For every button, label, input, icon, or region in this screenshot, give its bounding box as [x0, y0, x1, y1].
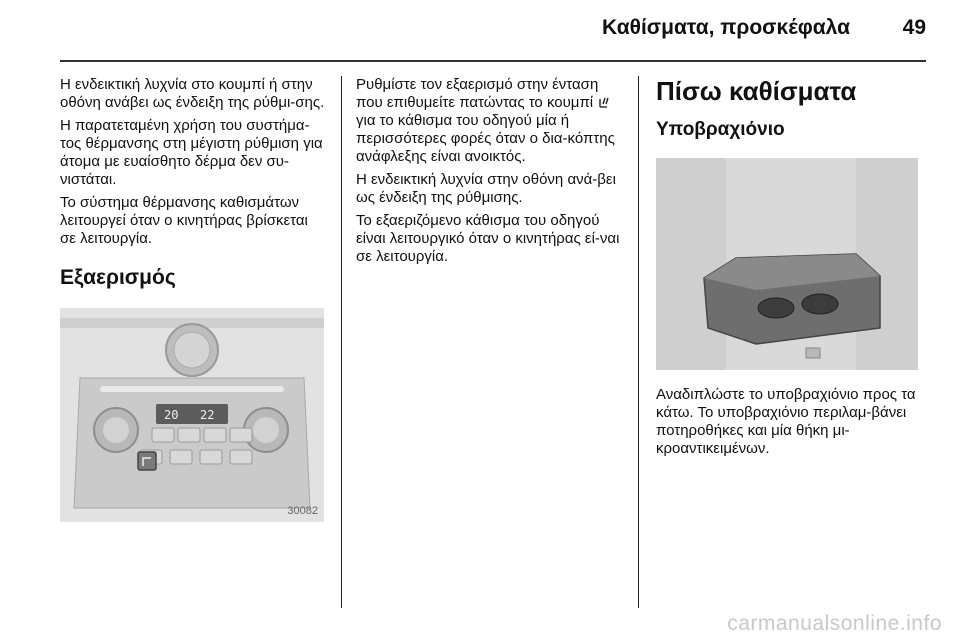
seat-ventilation-icon	[597, 95, 611, 109]
column-divider-left	[341, 76, 342, 608]
climate-control-figure	[60, 308, 324, 522]
section-heading-ventilation: Εξαερισμός	[60, 266, 176, 289]
page-number: 49	[902, 16, 926, 39]
paragraph-ventilation-instructions	[356, 76, 624, 166]
column-left	[60, 76, 326, 522]
header-title: Καθίσματα, προσκέφαλα	[602, 16, 850, 39]
column-divider-right	[638, 76, 639, 608]
paragraph-indicator: Η ενδεικτική λυχνία στο κουμπί ή στην οθόνη ανάβει ως ένδειξη της ρύθμι-σης.	[60, 76, 325, 111]
paragraph-operation: Το σύστημα θέρμανσης καθισμάτων λειτουργεί όταν ο κινητήρας βρίσκεται σε λειτουργία.	[60, 194, 308, 247]
figure-number: 30082	[287, 505, 318, 517]
paragraph-warning: Η παρατεταμένη χρήση του συστήμα-τος θέρμανσης στη μέγιστη ρύθμιση για άτομα με ευαίσθητο δέρμα δεν συ-νιστάται.	[60, 117, 323, 188]
column-right	[656, 76, 918, 463]
display-temperature-right: 22	[200, 408, 215, 422]
display-temperature-left: 20	[164, 408, 179, 422]
paragraph-ventilation-operation: Το εξαεριζόμενο κάθισμα του οδηγού είναι λειτουργικό όταν ο κινητήρας εί-ναι σε λειτουργία.	[356, 212, 620, 265]
paragraph-ventilation-text-after: για το κάθισμα του οδηγού μία ή περισσότερες φορές όταν ο δια-κόπτης ανάφλεξης είναι ανοικτός.	[356, 112, 615, 165]
climate-control-panel-illustration	[60, 308, 324, 522]
paragraph-indicator-display: Η ενδεικτική λυχνία στην οθόνη ανά-βει ως ένδειξη της ρύθμισης.	[356, 171, 616, 206]
watermark: carmanualsonline.info	[727, 612, 942, 635]
armrest-figure	[656, 158, 918, 370]
rear-armrest-illustration	[656, 158, 918, 370]
paragraph-armrest: Αναδιπλώστε το υποβραχιόνιο προς τα κάτω. Το υποβραχιόνιο περιλαμ-βάνει ποτηροθήκες και μία θήκη μι-κροαντικειμένων.	[656, 386, 916, 457]
section-heading-rear-seats: Πίσω καθίσματα	[656, 76, 857, 106]
column-middle	[356, 76, 624, 271]
subheading-armrest: Υποβραχιόνιο	[656, 119, 785, 140]
paragraph-ventilation-text-before: Ρυθμίστε τον εξαερισμό στην ένταση που επιθυμείτε πατώντας το κουμπί	[356, 76, 599, 111]
header-divider	[60, 60, 926, 62]
